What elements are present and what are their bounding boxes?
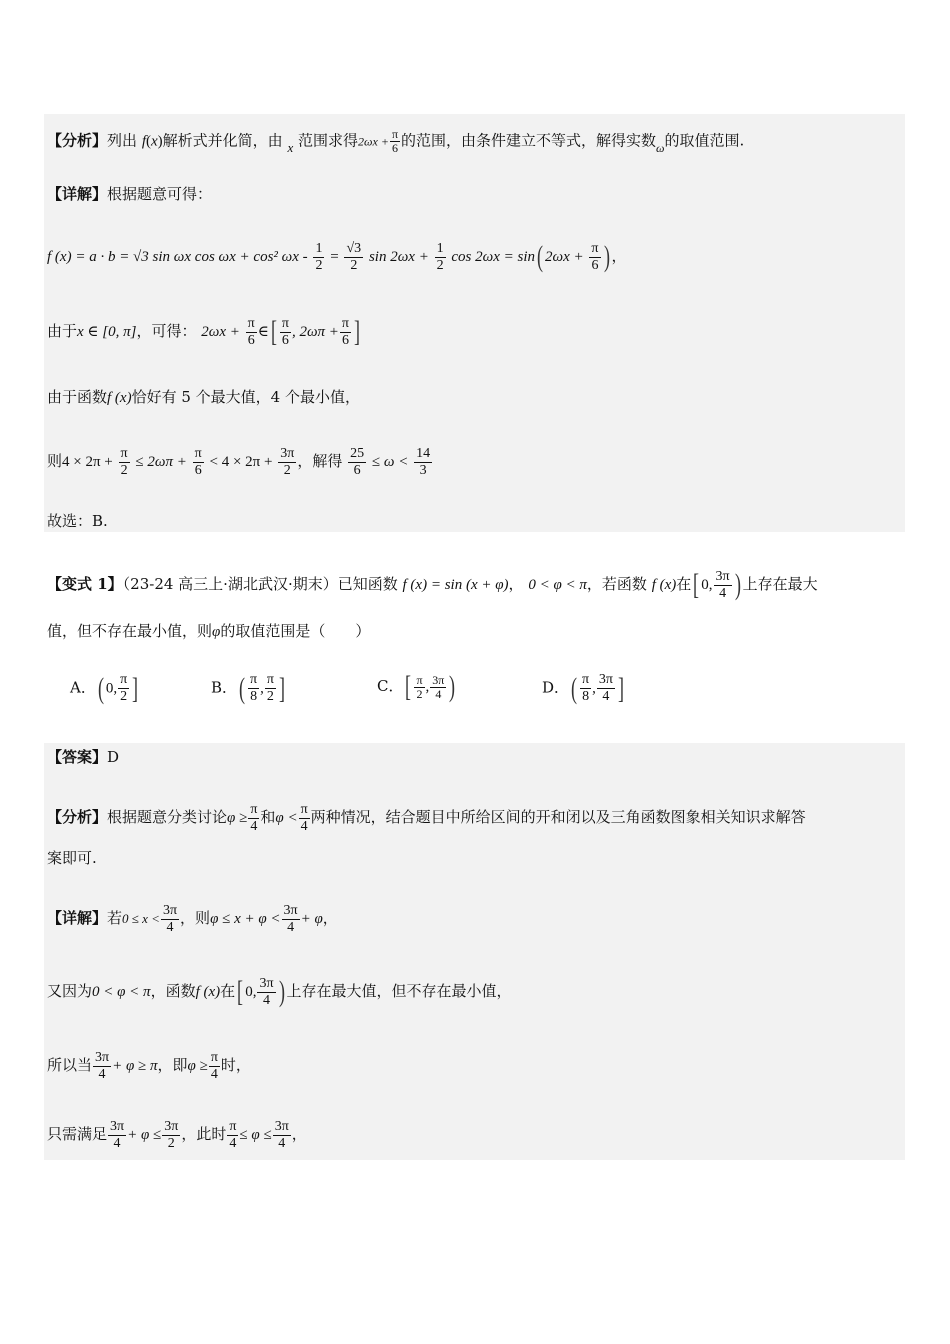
analysis-tag-2: 【分析】: [47, 808, 108, 826]
answer-line: [47, 747, 119, 767]
answer-value: D: [107, 748, 120, 766]
detail-2-line-1: 【详解】若0 ≤ x < $\frac{3\pi}{4}$ ，则φ ≤ x + φ < $\frac{3\pi}{4}$ + φ，: [47, 902, 338, 935]
extrema-line: 由于函数f (x)恰好有 5 个最大值，4 个最小值，: [47, 388, 360, 406]
analysis-tag: 【分析】: [47, 131, 108, 150]
variant-tag: 【变式 1】: [47, 575, 123, 593]
detail-2-line-3: 所以当 $\frac{3\pi}{4}$ + φ ≥ π，即φ ≥ $\frac{\pi}{4}$ 时，: [47, 1049, 251, 1082]
option-a[interactable]: A．( 0, $\frac{\pi}{2}$ ]: [70, 671, 139, 705]
detail-2-line-2: 又因为0 < φ < π，函数f (x)在[ 0, $\frac{3\pi}{4}$ ) 上存在最大值，但不存在最小值，: [47, 975, 512, 1008]
range-line: 由于x ∈ [0, π]，可得： 2ωx + $\frac{\pi}{6}$ ∈[ $\frac{\pi}{6}$ , 2ωπ + $\frac{\pi}{6}$ ]: [47, 315, 360, 348]
option-c[interactable]: C．[ $\frac{\pi}{2}$ , $\frac{3\pi}{4}$ ): [377, 670, 456, 703]
analysis-2-line-1: 【分析】根据题意分类讨论φ ≥ $\frac{\pi}{4}$ 和φ < $\frac{\pi}{4}$ 两种情况，结合题目中所给区间的开和闭以及三角函数图象相关知识求解答: [47, 801, 806, 834]
pi-over-six-fraction: $\frac{\pi}{6}$: [391, 127, 398, 155]
variant-question-line-1: 【变式 1】（23-24 高三上·湖北武汉·期末）已知函数 f (x) = sin (x + φ)， 0 < φ < π，若函数 f (x)在[ 0, $\frac{3\pi}{4}$ ) 上存在最大: [47, 568, 818, 601]
answer-tag: 【答案】: [47, 748, 108, 766]
inequality-line: 则4 × 2π + $\frac{\pi}{2}$ ≤ 2ωπ + $\frac{\pi}{6}$ < 4 × 2π + $\frac{3\pi}{2}$ ，解得 $\frac{25}{6}$ ≤ ω < $\frac{14}{3}$: [47, 445, 431, 478]
detail-tag: 【详解】: [47, 185, 108, 203]
choice-line: 故选：B.: [47, 512, 108, 530]
detail-2-line-4: 只需满足 $\frac{3\pi}{4}$ + φ ≤ $\frac{3\pi}{2}$ ，此时 $\frac{\pi}{4}$ ≤ φ ≤ $\frac{3\pi}{4}$ ，: [47, 1118, 307, 1151]
option-d[interactable]: D．( $\frac{\pi}{8}$ , $\frac{3\pi}{4}$ ]: [542, 671, 624, 705]
analysis-line: 【分析】列出 f(x)解析式并化简，由 x 范围求得2ωx + $\frac{\pi}{6}$ 的范围，由条件建立不等式，解得实数$_\omega$的取值范围.: [47, 127, 745, 155]
detail-line: 【详解】根据题意可得：: [47, 185, 213, 203]
detail-tag-2: 【详解】: [47, 909, 108, 927]
option-b[interactable]: B．( $\frac{\pi}{8}$ , $\frac{\pi}{2}$ ]: [211, 671, 285, 705]
analysis-2-line-2: 案即可.: [47, 849, 97, 867]
equation-1: f (x) = a · b = √3 sin ωx cos ωx + cos² ωx - $\frac{1}{2}$ = $\frac{√3}{2}$ sin 2ωx + $\frac{1}{2}$ cos 2ωx = sin( 2ωx + $\frac{\pi}{6}$ ) ，: [47, 240, 627, 273]
variant-question-line-2: 值，但不存在最小值，则φ的取值范围是（ ）: [47, 622, 371, 640]
